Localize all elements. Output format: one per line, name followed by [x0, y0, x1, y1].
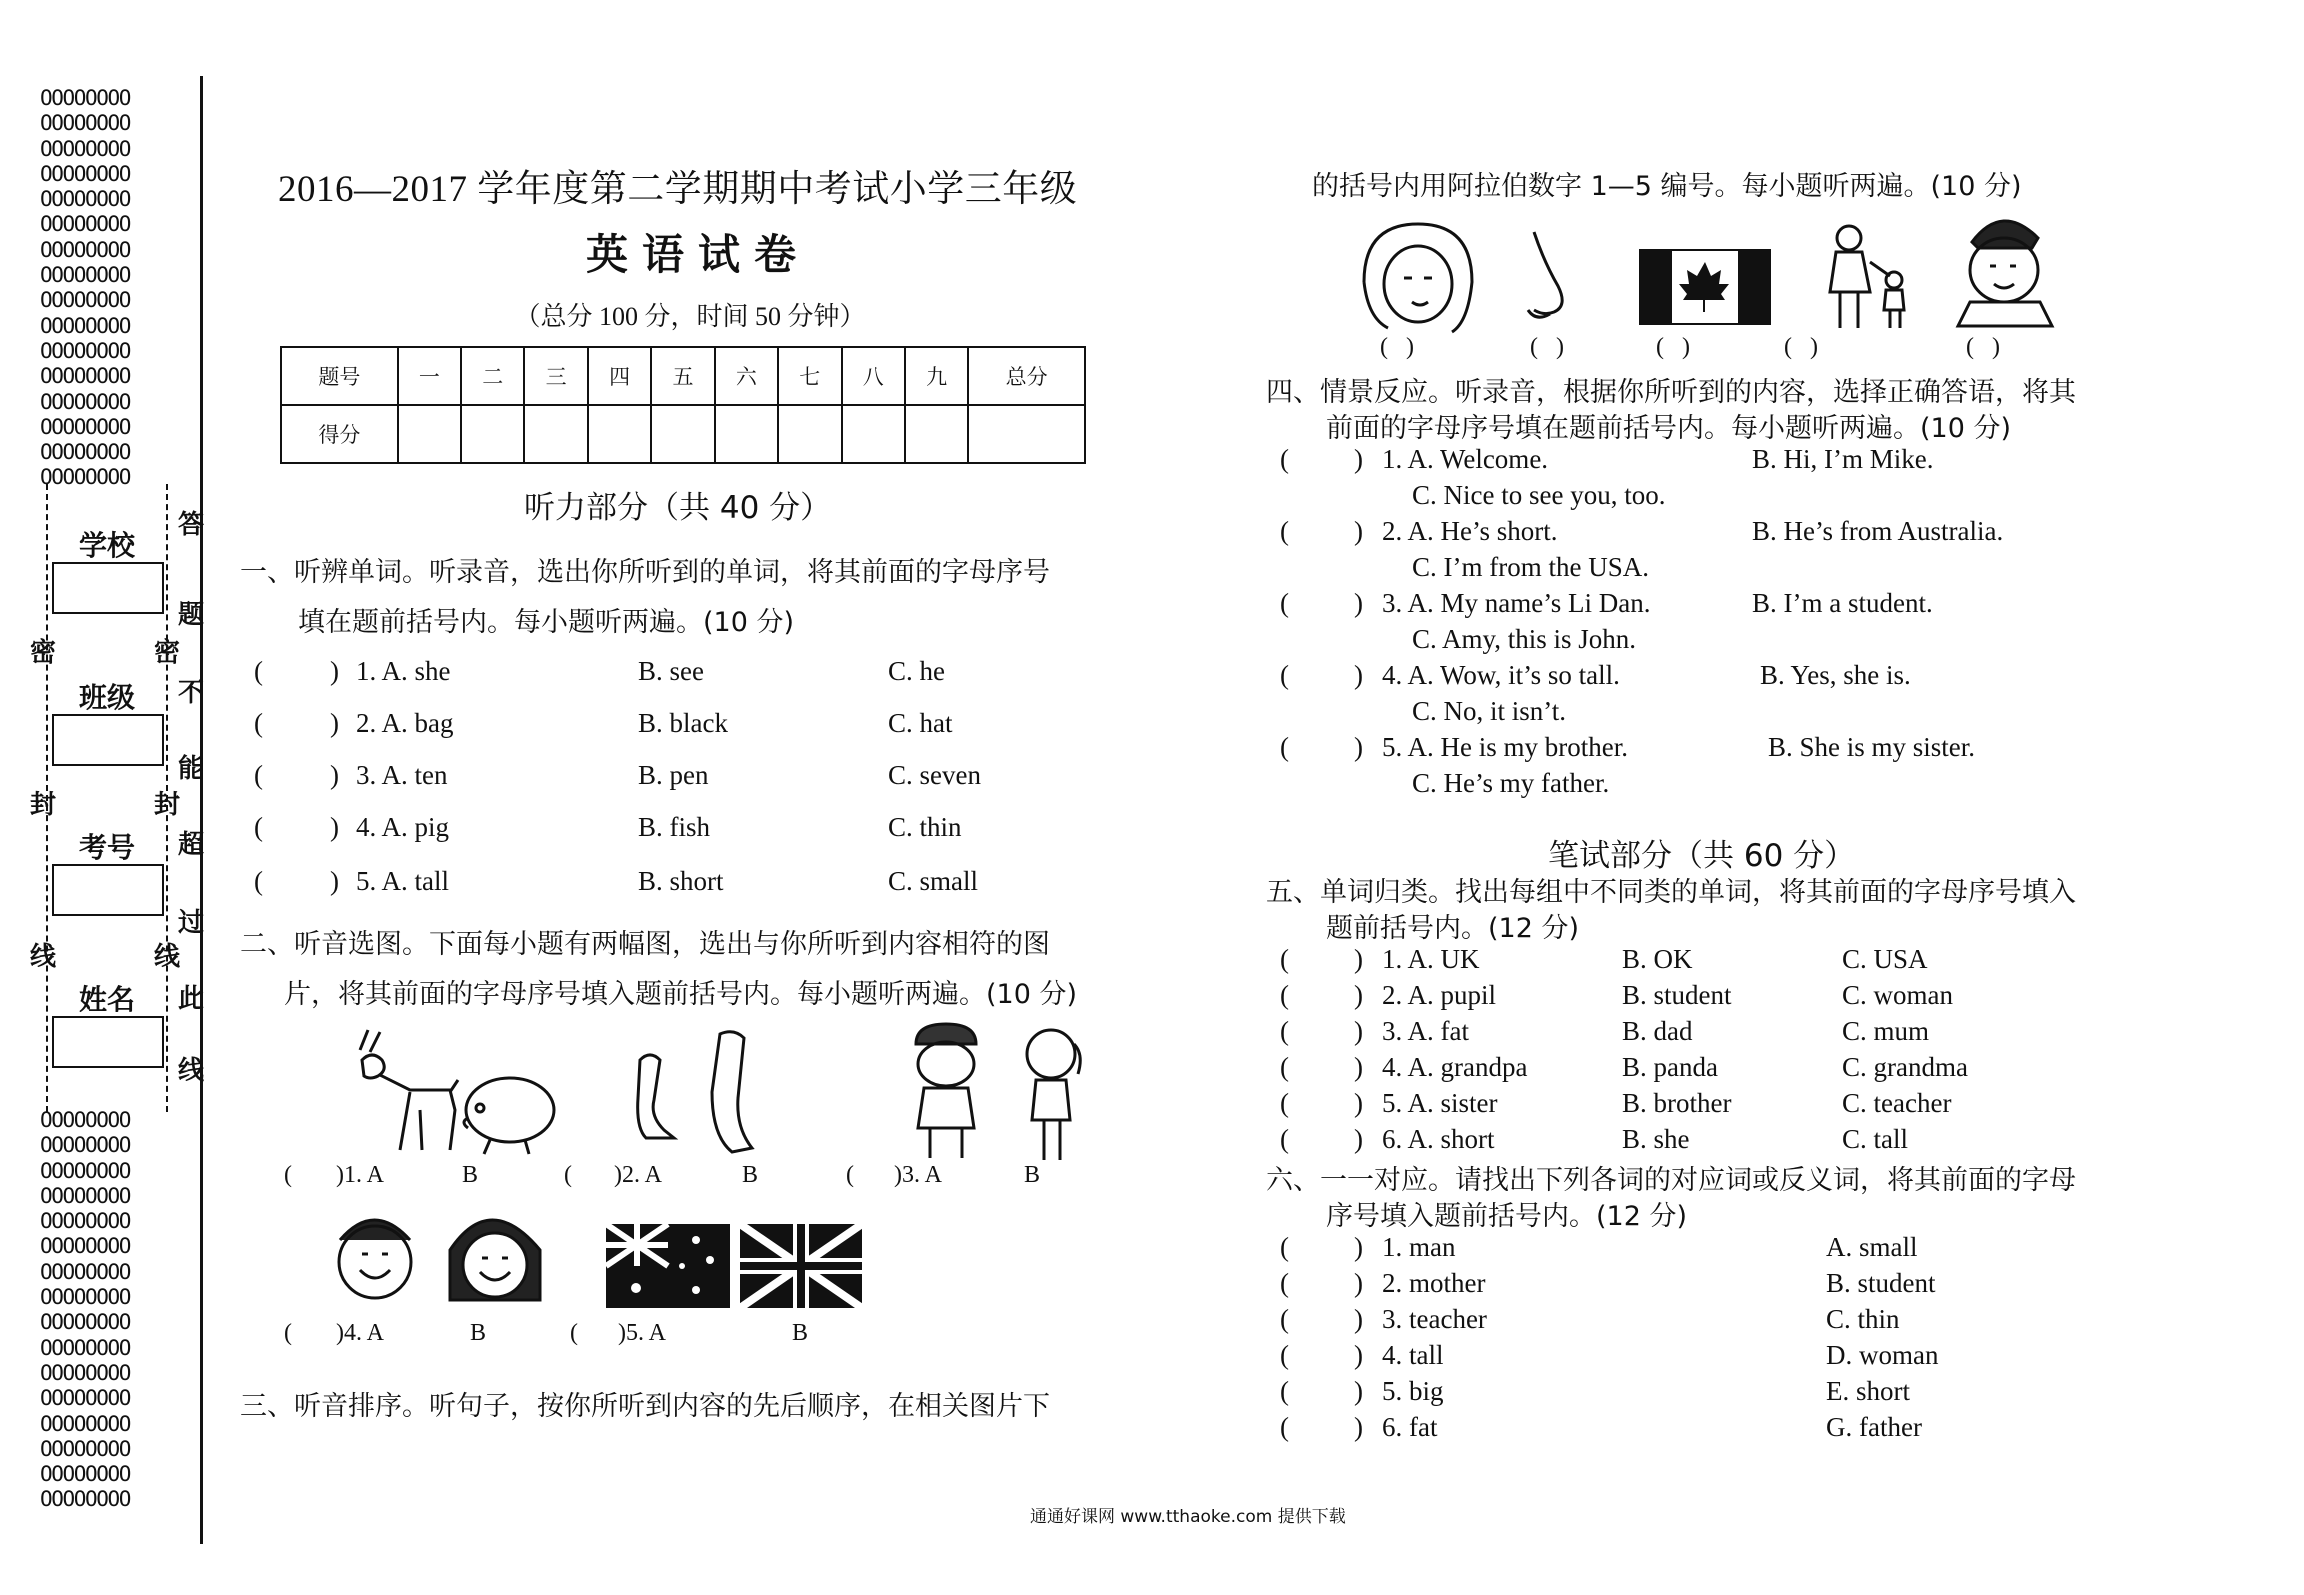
score-cell[interactable] [715, 405, 778, 463]
answer-bracket[interactable]: ( [1280, 660, 1289, 690]
option-c: C. Nice to see you, too. [1412, 480, 1666, 510]
option-b: B. Yes, she is. [1760, 660, 1911, 690]
warning-char: 能 [177, 754, 204, 784]
option-c: C. mum [1842, 1016, 1930, 1046]
match-answer: G. father [1826, 1412, 1922, 1442]
answer-bracket-close: ) [1354, 1016, 1363, 1046]
score-header-cell: 六 [715, 347, 778, 405]
option-c: C. He’s my father. [1412, 768, 1610, 798]
option-a: 5. A. sister [1382, 1088, 1498, 1118]
answer-bracket-close: ) [1354, 1304, 1363, 1334]
part2-title: 二、听音选图。下面每小题有两幅图，选出与你所听到内容相符的图 [240, 929, 1050, 960]
binding-circles-bottom: OOOOOOOO OOOOOOOO OOOOOOOO OOOOOOOO OOOOOOOO OOOOOOOO OOOOOOOO OOOOOOOO OOOOOOOO OOOOOOOO OOOOOOOO OOOOOOOO OOOOOOOO OOOOOOOO OOOOOOOO OOOOOOOO [40, 1108, 130, 1512]
warning-char: 过 [177, 908, 204, 938]
warning-char: 题 [177, 600, 204, 630]
score-header-cell: 九 [905, 347, 968, 405]
answer-bracket[interactable]: ( [1280, 1268, 1289, 1298]
score-header-cell: 五 [651, 347, 714, 405]
option-b: B. panda [1622, 1052, 1718, 1082]
pic-label-4b: B [470, 1320, 487, 1346]
score-cell[interactable] [778, 405, 841, 463]
answer-bracket[interactable]: ( [1280, 980, 1289, 1010]
score-header-cell: 四 [588, 347, 651, 405]
option-c: C. thin [888, 812, 962, 842]
pic-bracket[interactable]: ( ) [1380, 334, 1414, 360]
part5-title: 五、单词归类。找出每组中不同类的单词，将其前面的字母序号填入 [1266, 877, 2076, 908]
score-header-cell: 总分 [968, 347, 1085, 405]
answer-bracket[interactable]: ( [1280, 1016, 1289, 1046]
score-header-cell: 七 [778, 347, 841, 405]
option-a: 6. A. short [1382, 1124, 1495, 1154]
match-answer: E. short [1826, 1376, 1910, 1406]
part5-title-cont: 题前括号内。(12 分) [1326, 913, 1580, 944]
school-label: 学校 [78, 529, 135, 562]
option-a: 4. A. grandpa [1382, 1052, 1528, 1082]
option-c: C. seven [888, 760, 981, 790]
option-c: C. Amy, this is John. [1412, 624, 1637, 654]
option-a: 3. A. My name’s Li Dan. [1382, 588, 1651, 618]
answer-bracket-close: ) [1354, 1340, 1363, 1370]
answer-bracket[interactable]: ( [1280, 1412, 1289, 1442]
option-a: 1. A. she [356, 656, 451, 686]
score-cell[interactable] [398, 405, 461, 463]
option-c: C. tall [1842, 1124, 1908, 1154]
option-c: C. I’m from the USA. [1412, 552, 1649, 582]
answer-bracket-close: ) [330, 656, 339, 686]
option-b: B. He’s from Australia. [1752, 516, 2004, 546]
answer-bracket[interactable]: ( [1280, 1304, 1289, 1334]
option-b: B. brother [1622, 1088, 1732, 1118]
option-b: B. Hi, I’m Mike. [1752, 444, 1934, 474]
pic-label-5a: )5. A [618, 1320, 666, 1346]
part2-title-cont: 片，将其前面的字母序号填入题前括号内。每小题听两遍。(10 分) [284, 979, 1078, 1010]
pic-paren[interactable]: ( [284, 1162, 292, 1188]
score-header-cell: 二 [461, 347, 524, 405]
binding-circles-top: OOOOOOOO OOOOOOOO OOOOOOOO OOOOOOOO OOOOOOOO OOOOOOOO OOOOOOOO OOOOOOOO OOOOOOOO OOOOOOOO OOOOOOOO OOOOOOOO OOOOOOOO OOOOOOOO OOOOOOOO OOOOOOOO [40, 86, 130, 490]
warning-char: 答 [177, 510, 204, 540]
pic-paren[interactable]: ( [570, 1320, 578, 1346]
score-header-cell: 一 [398, 347, 461, 405]
answer-bracket[interactable]: ( [1280, 1232, 1289, 1262]
answer-bracket-close: ) [1354, 588, 1363, 618]
boy-girl-picture [896, 1024, 1086, 1164]
pic-label-3a: )3. A [894, 1162, 942, 1188]
match-question: 4. tall [1382, 1340, 1444, 1370]
match-answer: D. woman [1826, 1340, 1939, 1370]
answer-bracket-close: ) [1354, 516, 1363, 546]
option-b: B. I’m a student. [1752, 588, 1933, 618]
option-c: C. USA [1842, 944, 1928, 974]
match-question: 6. fat [1382, 1412, 1438, 1442]
pic-label-4a: )4. A [336, 1320, 384, 1346]
exam-title: 2016—2017 学年度第二学期期中考试小学三年级 [278, 169, 1078, 210]
option-c: C. grandma [1842, 1052, 1968, 1082]
seal-right-char: 封 [153, 790, 180, 820]
seal-right-char: 线 [153, 942, 180, 972]
option-c: C. hat [888, 708, 953, 738]
answer-bracket-close: ) [1354, 1124, 1363, 1154]
score-cell[interactable] [461, 405, 524, 463]
answer-bracket[interactable]: ( [1280, 1340, 1289, 1370]
seal-left-char: 密 [29, 638, 56, 668]
pic-label-2a: )2. A [614, 1162, 662, 1188]
exam-subtitle: 英语试卷 [585, 230, 810, 279]
pic-paren[interactable]: ( [564, 1162, 572, 1188]
pic-label-1a: )1. A [336, 1162, 384, 1188]
score-note: （总分 100 分，时间 50 分钟） [514, 302, 866, 331]
pic-paren[interactable]: ( [846, 1162, 854, 1188]
class-label: 班级 [78, 681, 135, 714]
flags-picture [606, 1220, 866, 1316]
warning-char: 此 [177, 984, 204, 1014]
part3-title-cont: 的括号内用阿拉伯数字 1—5 编号。每小题听两遍。(10 分) [1312, 171, 2022, 202]
part4-title: 四、情景反应。听录音，根据你所听到的内容，选择正确答语，将其 [1266, 377, 2076, 408]
seal-left-char: 线 [29, 942, 56, 972]
writing-heading: 笔试部分（共 60 分） [1548, 838, 1856, 874]
class-field[interactable] [52, 714, 164, 766]
pic-label-1b: B [462, 1162, 479, 1188]
answer-bracket-close: ) [330, 812, 339, 842]
listening-heading: 听力部分（共 40 分） [524, 490, 832, 526]
match-answer: A. small [1826, 1232, 1918, 1262]
option-a: 2. A. pupil [1382, 980, 1497, 1010]
answer-bracket[interactable]: ( [254, 708, 263, 738]
option-b: B. fish [638, 812, 711, 842]
answer-bracket[interactable]: ( [254, 866, 263, 896]
option-a: 4. A. pig [356, 812, 450, 842]
binding-line [200, 76, 203, 1544]
option-c: C. he [888, 656, 945, 686]
score-table-header-row [281, 347, 1085, 405]
score-cell[interactable] [905, 405, 968, 463]
answer-bracket-close: ) [1354, 1268, 1363, 1298]
answer-bracket-close: ) [1354, 1376, 1363, 1406]
pic-label-5b: B [792, 1320, 809, 1346]
score-header-cell: 三 [524, 347, 587, 405]
option-a: 3. A. ten [356, 760, 448, 790]
option-a: 1. A. Welcome. [1382, 444, 1549, 474]
option-b: B. OK [1622, 944, 1693, 974]
option-b: B. student [1622, 980, 1732, 1010]
school-field[interactable] [52, 562, 164, 614]
score-cell[interactable] [968, 405, 1085, 463]
deer-pig-picture [340, 1030, 550, 1160]
answer-bracket[interactable]: ( [1280, 732, 1289, 762]
option-b: B. short [638, 866, 724, 896]
option-b: B. black [638, 708, 728, 738]
score-cell[interactable] [524, 405, 587, 463]
answer-bracket[interactable]: ( [254, 656, 263, 686]
answer-bracket[interactable]: ( [1280, 444, 1289, 474]
name-label: 姓名 [78, 983, 135, 1016]
answer-bracket-close: ) [1354, 1088, 1363, 1118]
option-b: B. She is my sister. [1768, 732, 1976, 762]
answer-bracket-close: ) [1354, 1412, 1363, 1442]
option-a: 5. A. He is my brother. [1382, 732, 1628, 762]
part3-title: 三、听音排序。听句子，按你所听到内容的先后顺序，在相关图片下 [240, 1391, 1050, 1422]
part3-pictures [1354, 222, 2084, 332]
part1-title: 一、听辨单词。听录音，选出你所听到的单词，将其前面的字母序号 [240, 557, 1050, 588]
answer-bracket-close: ) [1354, 732, 1363, 762]
answer-bracket-close: ) [1354, 660, 1363, 690]
exam-number-field[interactable] [52, 864, 164, 916]
answer-bracket[interactable]: ( [1280, 1088, 1289, 1118]
score-header-cell: 八 [842, 347, 905, 405]
score-header-cell: 题号 [281, 347, 398, 405]
option-a: 2. A. He’s short. [1382, 516, 1558, 546]
exam-number-label: 考号 [78, 831, 135, 864]
match-question: 5. big [1382, 1376, 1444, 1406]
answer-bracket-close: ) [330, 708, 339, 738]
score-row-label: 得分 [281, 405, 398, 463]
match-question: 1. man [1382, 1232, 1456, 1262]
part6-title-cont: 序号填入题前括号内。(12 分) [1326, 1201, 1688, 1232]
faces-picture [330, 1210, 550, 1310]
score-cell[interactable] [588, 405, 651, 463]
warning-char: 超 [177, 830, 204, 860]
match-question: 2. mother [1382, 1268, 1486, 1298]
option-a: 3. A. fat [1382, 1016, 1469, 1046]
match-question: 3. teacher [1382, 1304, 1487, 1334]
option-a: 1. A. UK [1382, 944, 1480, 974]
warning-char: 不 [177, 678, 204, 708]
score-cell[interactable] [842, 405, 905, 463]
part4-title-cont: 前面的字母序号填在题前括号内。每小题听两遍。(10 分) [1326, 413, 2012, 444]
pic-label-2b: B [742, 1162, 759, 1188]
option-c: C. teacher [1842, 1088, 1952, 1118]
answer-bracket[interactable]: ( [1280, 944, 1289, 974]
pic-bracket[interactable]: ( ) [1656, 334, 1690, 360]
seal-right-char: 密 [153, 638, 180, 668]
score-table [280, 346, 1086, 464]
part6-title: 六、一一对应。请找出下列各词的对应词或反义词，将其前面的字母 [1266, 1165, 2076, 1196]
part1-title-cont: 填在题前括号内。每小题听两遍。(10 分) [298, 607, 795, 638]
match-answer: C. thin [1826, 1304, 1900, 1334]
option-a: 5. A. tall [356, 866, 449, 896]
answer-bracket-close: ) [1354, 1052, 1363, 1082]
pic-bracket[interactable]: ( ) [1530, 334, 1564, 360]
option-a: 4. A. Wow, it’s so tall. [1382, 660, 1620, 690]
option-c: C. small [888, 866, 979, 896]
pic-paren[interactable]: ( [284, 1320, 292, 1346]
answer-bracket-close: ) [1354, 980, 1363, 1010]
legs-picture [630, 1030, 780, 1160]
option-a: 2. A. bag [356, 708, 454, 738]
option-b: B. pen [638, 760, 709, 790]
score-cell[interactable] [651, 405, 714, 463]
answer-bracket[interactable]: ( [254, 812, 263, 842]
answer-bracket[interactable]: ( [1280, 516, 1289, 546]
answer-bracket[interactable]: ( [1280, 1376, 1289, 1406]
option-c: C. No, it isn’t. [1412, 696, 1567, 726]
answer-bracket[interactable]: ( [1280, 1052, 1289, 1082]
footer-credit: 通通好课网 www.tthaoke.com 提供下载 [1030, 1507, 1346, 1527]
option-b: B. see [638, 656, 704, 686]
pic-bracket[interactable]: ( ) [1966, 334, 2000, 360]
seal-left-char: 封 [29, 790, 56, 820]
name-field[interactable] [52, 1016, 164, 1068]
answer-bracket-close: ) [1354, 944, 1363, 974]
answer-bracket-close: ) [1354, 1232, 1363, 1262]
option-b: B. dad [1622, 1016, 1693, 1046]
answer-bracket[interactable]: ( [1280, 588, 1289, 618]
answer-bracket-close: ) [1354, 444, 1363, 474]
option-c: C. woman [1842, 980, 1953, 1010]
score-table-score-row [281, 405, 1085, 463]
match-answer: B. student [1826, 1268, 1936, 1298]
pic-label-3b: B [1024, 1162, 1041, 1188]
warning-char: 线 [177, 1056, 204, 1086]
answer-bracket[interactable]: ( [254, 760, 263, 790]
pic-bracket[interactable]: ( ) [1784, 334, 1818, 360]
answer-bracket-close: ) [330, 866, 339, 896]
option-b: B. she [1622, 1124, 1690, 1154]
answer-bracket[interactable]: ( [1280, 1124, 1289, 1154]
answer-bracket-close: ) [330, 760, 339, 790]
